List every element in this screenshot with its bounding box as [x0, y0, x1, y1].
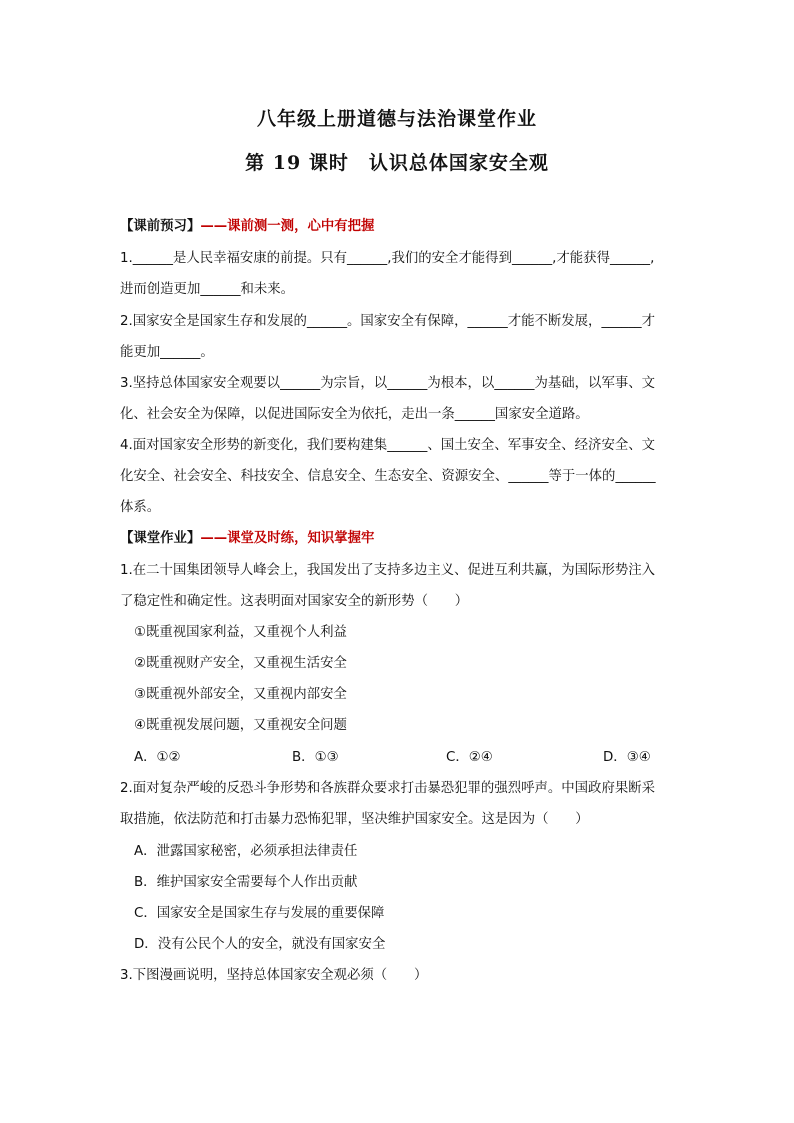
preview-subtitle: ——课前测一测，心中有把握 [200, 219, 375, 234]
preview-line-4: 能更加______。 [120, 345, 214, 360]
q2-line-2: 取措施，依法防范和打击暴力恐怖犯罪，坚决维护国家安全。这是因为（ ） [120, 812, 589, 827]
q1-option-c: C．②④ [446, 750, 493, 765]
q1-item-1: ①既重视国家利益，又重视个人利益 [134, 625, 347, 640]
q1-option-d: D．③④ [603, 750, 651, 765]
preview-line-2: 进而创造更加______和未来。 [120, 282, 295, 297]
q2-option-c: C．国家安全是国家生存与发展的重要保障 [134, 906, 385, 921]
preview-heading [120, 217, 680, 237]
q2-line-1: 2.面对复杂严峻的反恐斗争形势和各族群众要求打击暴恐犯罪的强烈呼声。中国政府果断采 [120, 781, 656, 796]
q1-item-2: ②既重视财产安全，又重视生活安全 [134, 656, 347, 671]
q2-option-d: D．没有公民个人的安全，就没有国家安全 [134, 937, 386, 952]
classwork-heading [120, 529, 680, 549]
document-title: 八年级上册道德与法治课堂作业 [256, 108, 537, 130]
q2-option-a: A．泄露国家秘密，必须承担法律责任 [134, 844, 358, 859]
preview-line-1: 1.______是人民幸福安康的前提。只有______,我们的安全才能得到______,才能获得______, [120, 251, 655, 266]
q1-item-4: ④既重视发展问题，又重视安全问题 [134, 718, 347, 733]
preview-line-7: 4.面对国家安全形势的新变化，我们要构建集______、国土安全、军事安全、经济安全、文 [120, 438, 656, 453]
preview-line-5: 3.坚持总体国家安全观要以______为宗旨，以______为根本，以______为基础，以军事、文 [120, 376, 656, 391]
q1-line-2: 了稳定性和确定性。这表明面对国家安全的新形势（ ） [120, 594, 469, 609]
q1-option-a: A．①② [134, 750, 181, 765]
q1-item-3: ③既重视外部安全，又重视内部安全 [134, 687, 347, 702]
q1-line-1: 1.在二十国集团领导人峰会上，我国发出了支持多边主义、促进互利共赢，为国际形势注入 [120, 563, 656, 578]
classwork-subtitle: ——课堂及时练，知识掌握牢 [200, 531, 375, 546]
lesson-title: 第 19 课时 认识总体国家安全观 [245, 152, 549, 174]
preview-line-6: 化、社会安全为保障，以促进国际安全为依托，走出一条______国家安全道路。 [120, 407, 589, 422]
q3-line-1: 3.下图漫画说明，坚持总体国家安全观必须（ ） [120, 968, 428, 983]
q1-option-b: B．①③ [292, 750, 339, 765]
preview-label: 【课前预习】 [120, 219, 201, 234]
preview-line-3: 2.国家安全是国家生存和发展的______。国家安全有保障，______才能不断发展，______才 [120, 314, 656, 329]
preview-line-9: 体系。 [120, 500, 161, 515]
preview-line-8: 化安全、社会安全、科技安全、信息安全、生态安全、资源安全、______等于一体的______ [120, 469, 656, 484]
classwork-label: 【课堂作业】 [120, 531, 201, 546]
q2-option-b: B．维护国家安全需要每个人作出贡献 [134, 875, 358, 890]
